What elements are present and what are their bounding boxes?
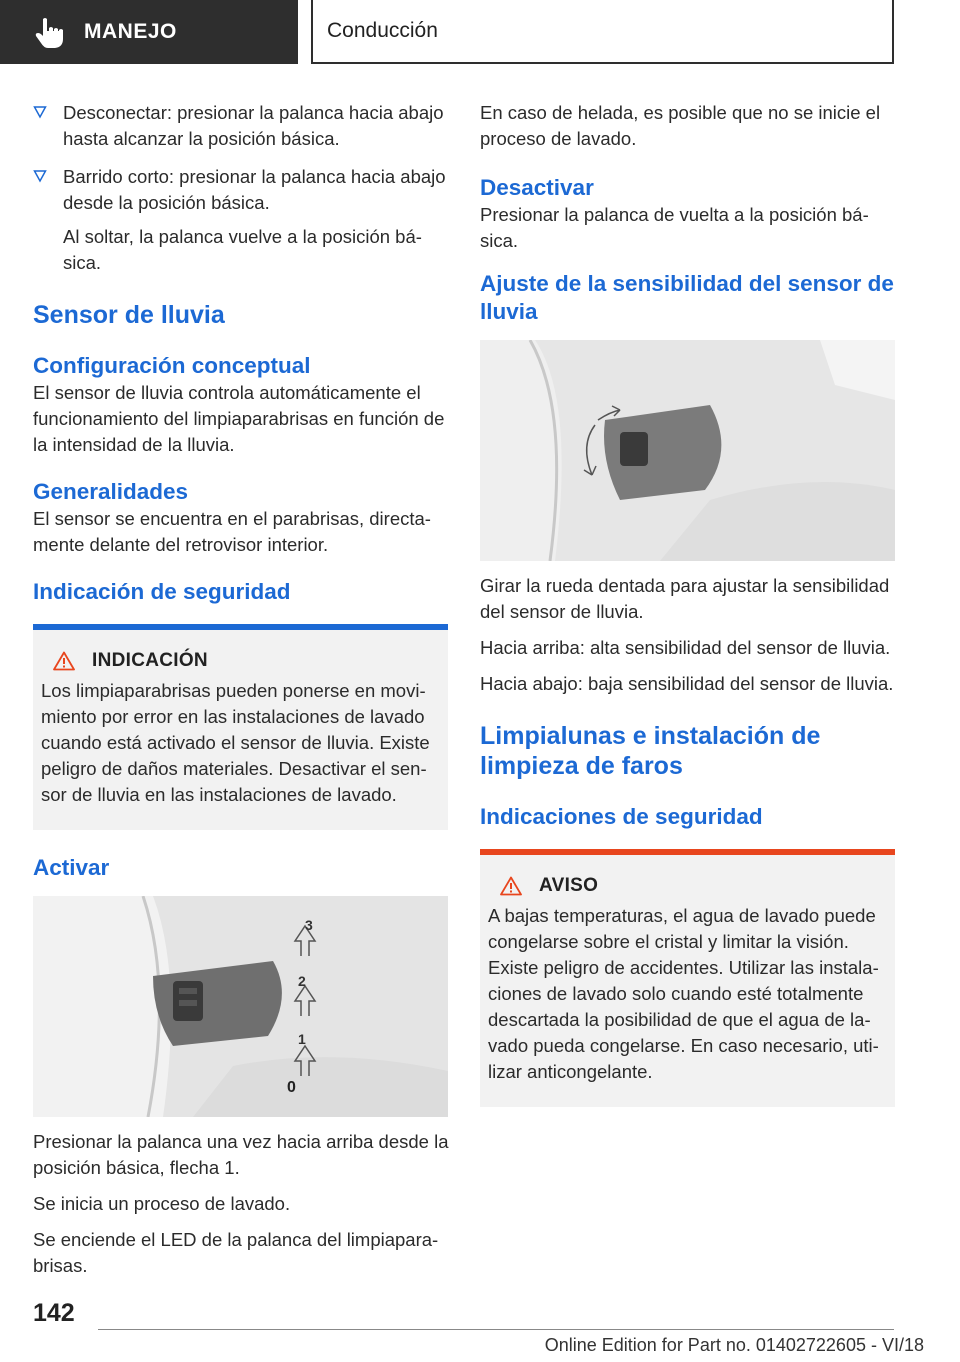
triangle-bullet-icon [33, 169, 47, 183]
warning-box [480, 849, 895, 1107]
section-tab-label: MANEJO [84, 20, 177, 43]
wiper-lever-figure [33, 896, 448, 1117]
wheel-illustration [480, 340, 895, 561]
triangle-bullet-icon [33, 105, 47, 119]
paragraph-frost: En caso de helada, es posible que no se inicie el proceso de lavado. [480, 102, 881, 149]
warning-text: A bajas temperaturas, el agua de lavado puede congelarse sobre el cristal y limitar la visión. Existe peligro de accidentes. Utilizar las instala-ciones de lavado solo cuando esté totalmente descartada la posibilidad de que el agua de la-vado pueda congelarse. En caso necesario, uti-lizar anticongelante. [488, 905, 879, 1082]
paragraph-config: El sensor de lluvia controla automáticamente el funcionamiento del limpiaparabrisas en función de la intensidad de la lluvia. [33, 382, 445, 455]
heading-activate: Activar [33, 855, 110, 880]
hand-pointer-icon [32, 15, 66, 49]
arrow-label-1: 1 [298, 1031, 306, 1047]
paragraph-adjust-2: Hacia arriba: alta sensibilidad del sensor de lluvia. [480, 637, 891, 658]
right-column [480, 100, 896, 1107]
paragraph-adjust-3: Hacia abajo: baja sensibilidad del sensor de lluvia. [480, 673, 894, 694]
note-text: Los limpiaparabrisas pueden ponerse en movi-miento por error en las instalaciones de lavado cuando está activado el sensor de lluvia. Existe peligro de daños materiales. Desactivar el sen-sor de lluvia en las instalaciones de lavado. [41, 680, 430, 805]
heading-general: Generalidades [33, 479, 189, 504]
note-title: INDICACIÓN [92, 650, 208, 671]
heading-config: Configuración conceptual [33, 353, 311, 378]
note-box [33, 624, 448, 830]
bullet-text: Barrido corto: presionar la palanca hacia abajo desde la posición básica. [63, 166, 446, 213]
warning-title: AVISO [539, 875, 599, 896]
paragraph-activate-1: Presionar la palanca una vez hacia arriba desde la posición básica, flecha 1. [33, 1131, 449, 1178]
heading-safety: Indicación de seguridad [33, 579, 291, 604]
paragraph-activate-2: Se inicia un proceso de lavado. [33, 1193, 291, 1214]
heading-washer: Limpialunas e instalación de limpieza de faros [480, 722, 821, 780]
heading-sensor: Sensor de lluvia [33, 301, 225, 329]
paragraph-general: El sensor se encuentra en el parabrisas, directa-mente delante del retrovisor interior. [33, 508, 431, 555]
lever-illustration [33, 896, 448, 1117]
left-column [33, 100, 449, 1279]
warning-triangle-icon [500, 876, 522, 896]
edition-text: Online Edition for Part no. 01402722605 - VI/18 [544, 1335, 924, 1355]
arrow-label-3: 3 [305, 917, 313, 933]
bullet-item [33, 100, 449, 152]
footer-divider [98, 1329, 894, 1330]
paragraph-deactivate: Presionar la palanca de vuelta a la posición bá-sica. [480, 204, 869, 251]
section-tab[interactable] [0, 0, 298, 64]
heading-safety-2: Indicaciones de seguridad [480, 804, 763, 829]
sensitivity-wheel-figure [480, 340, 895, 561]
chapter-tab-label: Conducción [327, 19, 438, 42]
heading-deactivate: Desactivar [480, 175, 594, 200]
bullet-item [33, 164, 449, 276]
arrow-label-2: 2 [298, 973, 306, 989]
chapter-tab[interactable] [311, 0, 894, 64]
warning-triangle-icon [53, 651, 75, 671]
header-tabs [0, 0, 960, 66]
page-number: 142 [33, 1299, 75, 1327]
paragraph-activate-3: Se enciende el LED de la palanca del limpiapara-brisas. [33, 1229, 439, 1276]
bullet-text: Desconectar: presionar la palanca hacia abajo hasta alcanzar la posición básica. [63, 102, 444, 149]
bullet-subtext: Al soltar, la palanca vuelve a la posición bá-sica. [63, 226, 422, 273]
paragraph-adjust-1: Girar la rueda dentada para ajustar la sensibilidad del sensor de lluvia. [480, 575, 890, 622]
heading-adjust: Ajuste de la sensibilidad del sensor de lluvia [480, 271, 894, 324]
arrow-label-0: 0 [287, 1079, 296, 1096]
